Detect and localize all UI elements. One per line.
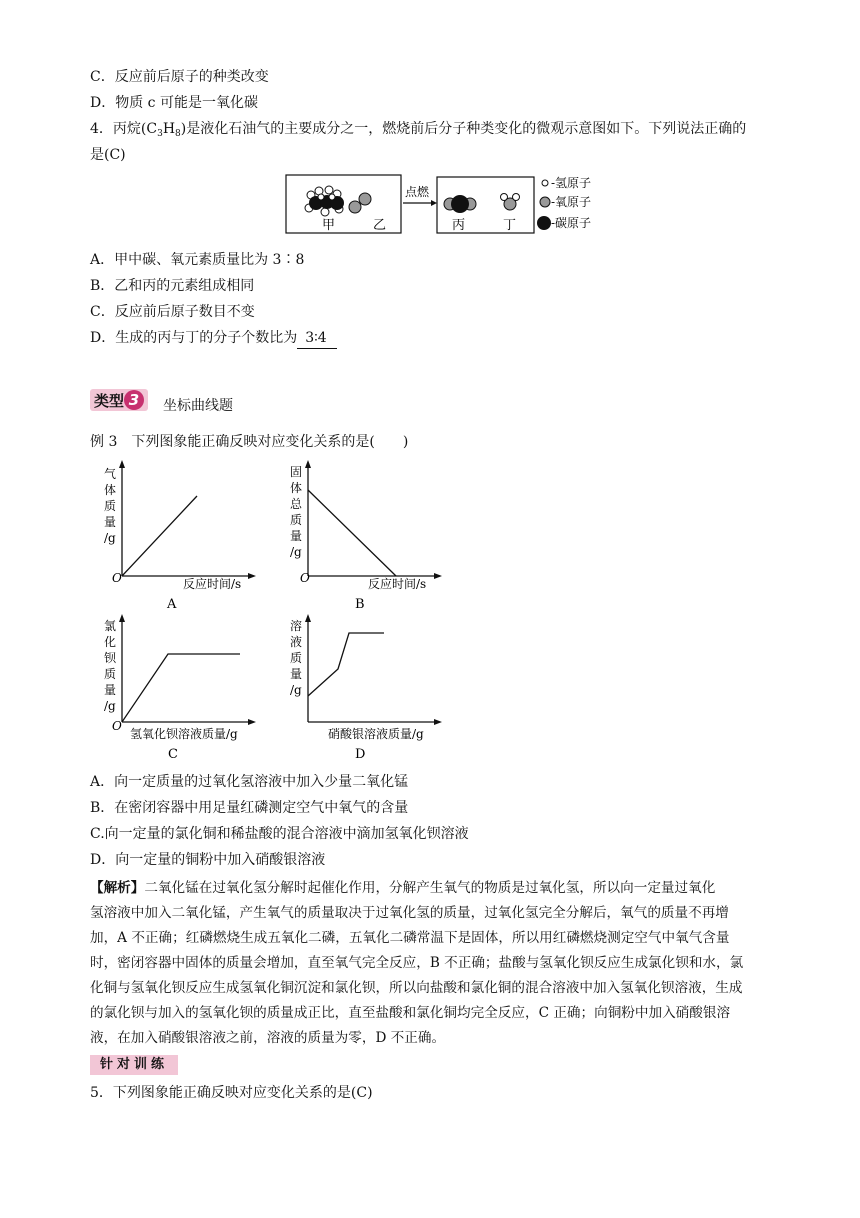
analysis-block: 【解析】二氧化锰在过氧化氢分解时起催化作用，分解产生氧气的物质是过氧化氢，所以向一定量过氧化 氢溶液中加入二氧化锰，产生氧气的质量取决于过氧化氢的质量，过氧化氢完全分解后，氧气的质量不再增 加，A 不正确；红磷燃烧生成五氧化二磷，五氧化二磷常温下是固体，所以用红磷燃烧测定空气中氧气含量 时，密闭容器中固体的质量会增加，直至氧气完全反应，B 不正确；盐酸与氢氧化钡反应生成氯化钡和水，氯 化铜与氢氧化钡反应生成氢氧化铜沉淀和氯化钡，所以向盐酸和氯化铜的混合溶液中加入氢氧化钡溶液，生成 的氯化钡与加入的氢氧化钡的质量成正比，直至盐酸和氯化铜均完全反应，C 正确；向铜粉中加入硝酸银溶 液，在加入硝酸银溶液之前，溶液的质量为零，D 不正确。 [90,880,744,1046]
example3-option-b: B．在密闭容器中用足量红磷测定空气中氧气的含量 [90,800,409,816]
legend-carbon-icon [537,216,551,230]
arrow-label: 点燃 [405,185,430,199]
legend-carbon: -碳原子 [551,216,592,230]
co2-molecule [444,195,476,213]
q4-option-a: A．甲中碳、氧元素质量比为 3∶8 [90,252,305,268]
svg-text:量: 量 [290,529,303,543]
example3-option-c: C.向一定量的氯化铜和稀盐酸的混合溶液中滴加氢氧化钡溶液 [90,826,469,842]
graph-a-ylabel [104,466,116,545]
q3-option-d: D．物质 c 可能是一氧化碳 [90,95,258,111]
svg-text:质: 质 [290,513,303,527]
label-bing: 丙 [452,218,466,233]
svg-text:量: 量 [104,515,117,529]
svg-text:化: 化 [104,635,117,649]
q4-option-c: C．反应前后原子数目不变 [90,304,255,320]
example3-option-a: A．向一定质量的过氧化氢溶液中加入少量二氧化锰 [90,774,409,790]
graph-b-line [308,490,396,576]
graph-a [100,460,260,615]
graph-c [100,612,260,767]
q4-stem: 4．丙烷$(C_3H_8)$是液化石油气的主要成分之一，燃烧前后分子种类变化的微观示意图如下。下列说法正确的 [90,121,747,139]
label-ding: 丁 [503,218,517,233]
section-number-badge: 3 [124,390,144,410]
legend [537,176,591,230]
svg-text:量: 量 [290,667,303,681]
svg-text:/g: /g [104,531,116,545]
svg-text:体: 体 [290,481,303,495]
legend-oxygen-icon [540,197,550,207]
training-tag: 针对训练 [90,1055,178,1075]
example3-option-d: D．向一定量的铜粉中加入硝酸银溶液 [90,852,326,868]
q5-stem: 5．下列图象能正确反映对应变化关系的是(C) [90,1085,373,1101]
graph-c-origin: O [112,719,122,733]
graph-a-xlabel: 反应时间/s [183,577,242,591]
graph-a-caption: A [167,597,177,612]
section-title: 坐标曲线题 [163,398,233,414]
q4-reaction-diagram [285,172,615,238]
svg-text:溶: 溶 [290,619,303,633]
legend-oxygen: -氧原子 [551,195,592,209]
legend-hydrogen-icon [542,180,548,186]
svg-text:量: 量 [104,683,117,697]
svg-text:总: 总 [290,497,303,511]
analysis-label: 【解析】 [90,880,145,896]
graph-c-line [122,654,240,722]
svg-text:体: 体 [104,483,117,497]
graph-a-line [122,496,197,576]
svg-text:质: 质 [104,499,117,513]
q3-option-c: C．反应前后原子的种类改变 [90,69,269,85]
graph-b-xlabel: 反应时间/s [368,577,427,591]
svg-text:/g: /g [290,683,302,697]
svg-text:质: 质 [290,651,303,665]
graph-c-xlabel: 氢氧化钡溶液质量/g [130,727,238,741]
graph-c-ylabel [104,619,117,713]
svg-text:钡: 钡 [104,651,117,665]
svg-text:氯: 氯 [104,619,117,633]
graph-b [286,460,446,615]
svg-text:液: 液 [290,635,303,649]
svg-text:/g: /g [104,699,116,713]
svg-text:/g: /g [290,545,302,559]
graph-d-ylabel [290,618,302,697]
label-yi: 乙 [373,218,387,233]
graph-c-caption: C [168,747,178,762]
graph-b-ylabel [290,465,303,559]
legend-hydrogen: -氢原子 [551,176,592,190]
svg-text:质: 质 [104,667,117,681]
graph-b-origin: O [300,571,310,585]
graph-b-caption: B [355,597,365,612]
q4-stem-line2: 是(C) [90,147,126,163]
graph-a-origin: O [112,571,122,585]
answer-blank: 3∶4 [297,328,336,349]
svg-text:气: 气 [104,467,117,481]
section-tag: 类型 3 [90,389,148,411]
example3-stem: 例 3 下列图象能正确反映对应变化关系的是( ) [90,434,409,450]
graph-d-line [308,633,384,696]
q4-option-b: B．乙和丙的元素组成相同 [90,278,255,294]
graph-d-caption: D [355,747,366,762]
svg-text:固: 固 [290,465,303,479]
graph-d-xlabel: 硝酸银溶液质量/g [328,727,424,741]
label-jia: 甲 [322,218,336,233]
graph-d [286,612,446,767]
q4-option-d: D．生成的丙与丁的分子个数比为 3∶4 [90,328,337,349]
